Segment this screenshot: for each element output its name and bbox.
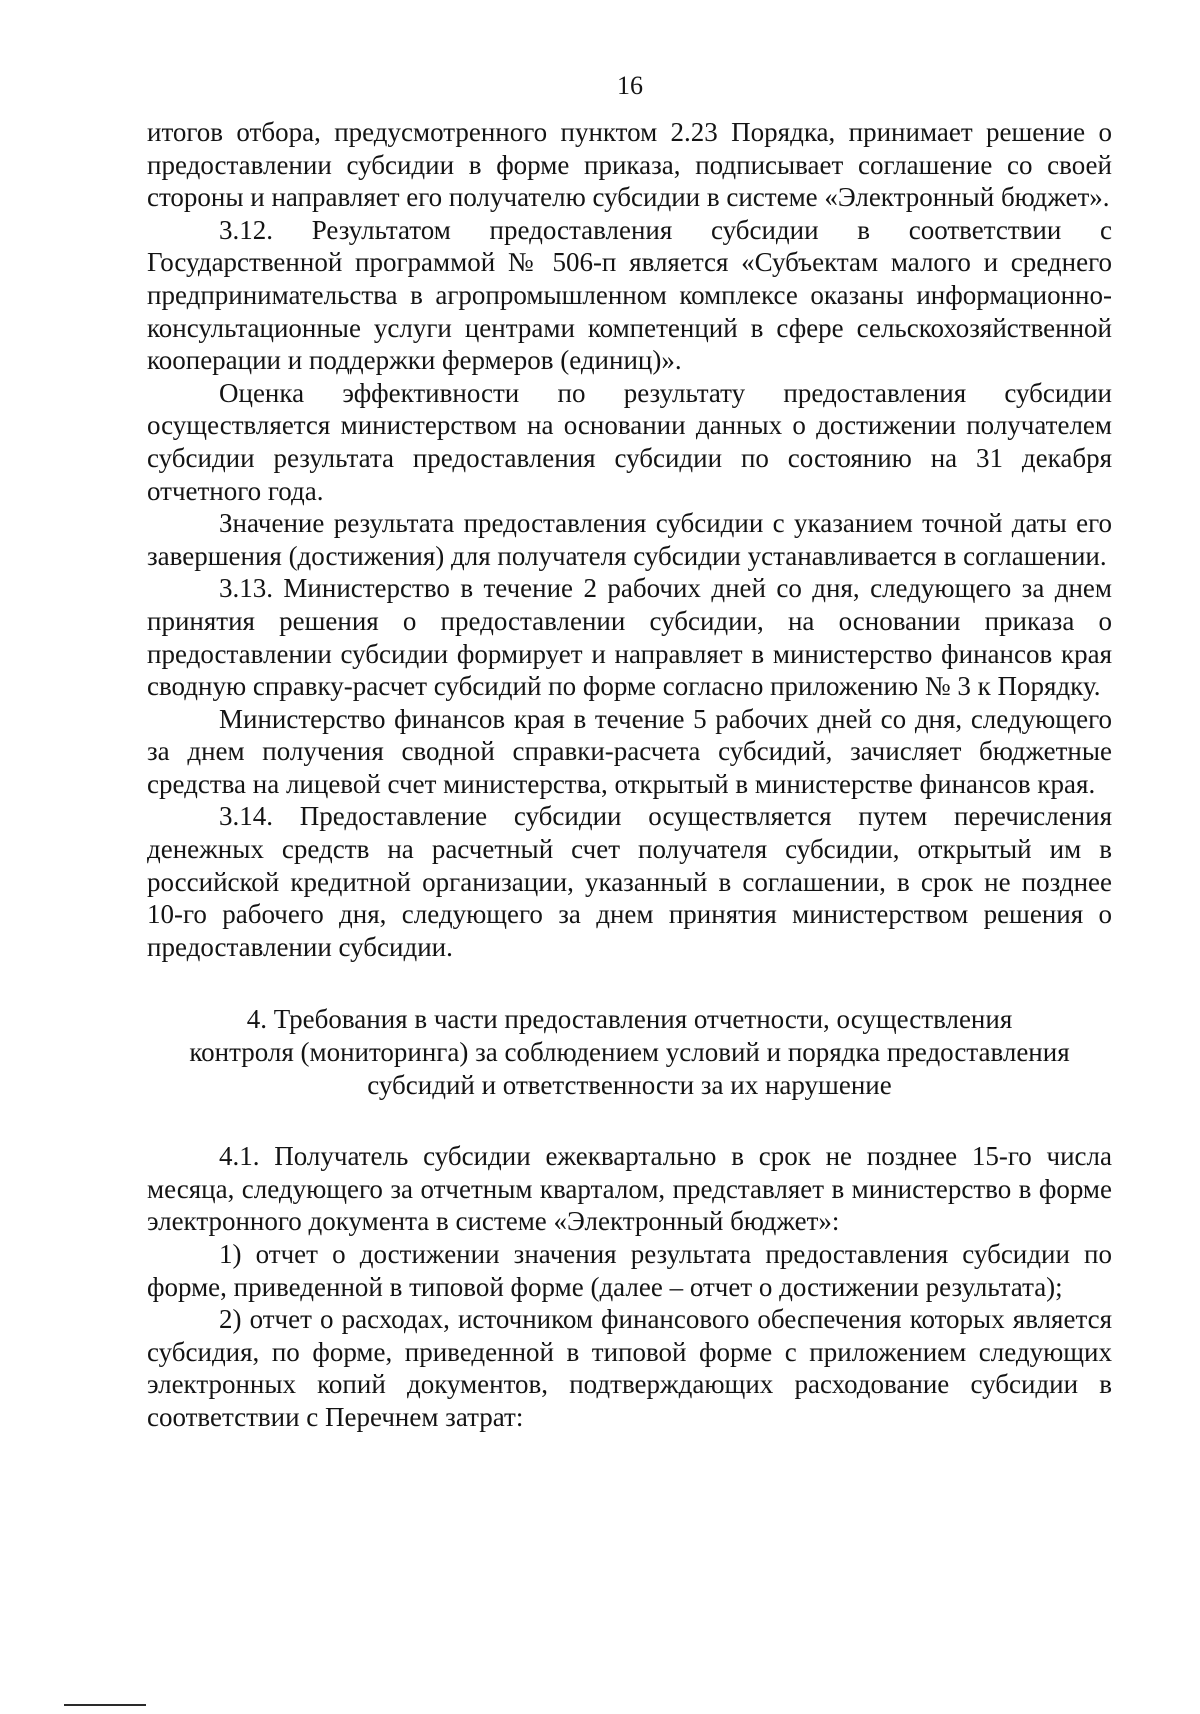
- list-item-1-result-report: 1) отчет о достижении значения результата предоставления субсидии по форме, приведенной в типовой форме (далее – отчет о достижении результата);: [147, 1239, 1112, 1302]
- paragraph-continuation: итогов отбора, предусмотренного пунктом 2.23 Порядка, принимает решение о предоставлении субсидии в форме приказа, подписывает соглашение со своей стороны и направляет его получателю субсидии в системе «Электронный бюджет».: [147, 117, 1112, 213]
- footnote-divider: [64, 1704, 146, 1706]
- list-item-2-expense-report: 2) отчет о расходах, источником финансового обеспечения которых является субсидия, по форме, приведенной в типовой форме с приложением следующих электронных копий документов, подтверждающих расходование субсидии в соответствии с Перечнем затрат:: [147, 1304, 1112, 1432]
- paragraph-3-12-result: 3.12. Результатом предоставления субсидии в соответствии с Государственной программой № 506-п является «Субъектам малого и среднего предпринимательства в агропромышленном комплексе оказаны информационно-консультационные услуги центрами компетенций в сфере сельскохозяйственной кооперации и поддержки фермеров (единиц)».: [147, 214, 1112, 376]
- document-body: [147, 116, 1112, 1434]
- paragraph-3-13-ministry: 3.13. Министерство в течение 2 рабочих дней со дня, следующего за днем принятия решения о предоставлении субсидии, на основании приказа о предоставлении субсидии формирует и направляет в министерство финансов края сводную справку-расчет субсидий по форме согласно приложению № 3 к Порядку.: [147, 573, 1112, 702]
- section-heading-line: контроля (мониторинга) за соблюдением условий и порядка предоставления: [189, 1037, 1070, 1068]
- paragraph-result-value: Значение результата предоставления субсидии с указанием точной даты его завершения (достижения) для получателя субсидии устанавливается в соглашении.: [147, 508, 1112, 571]
- section-heading-line: субсидий и ответственности за их нарушение: [367, 1069, 892, 1100]
- paragraph-4-1-reporting: 4.1. Получатель субсидии ежеквартально в срок не позднее 15-го числа месяца, следующего за отчетным кварталом, представляет в министерство в форме электронного документа в системе «Электронный бюджет»:: [147, 1141, 1112, 1237]
- paragraph-efficiency-evaluation: Оценка эффективности по результату предоставления субсидии осуществляется министерством на основании данных о достижении получателем субсидии результата предоставления субсидии по состоянию на 31 декабря отчетного года.: [147, 377, 1112, 506]
- section-heading-4: [147, 1003, 1112, 1101]
- section-heading-line: 4. Требования в части предоставления отчетности, осуществления: [246, 1004, 1013, 1035]
- paragraph-finance-ministry: Министерство финансов края в течение 5 рабочих дней со дня, следующего за днем получения сводной справки-расчета субсидий, зачисляет бюджетные средства на лицевой счет министерства, открытый в министерстве финансов края.: [147, 703, 1112, 799]
- paragraph-3-14-transfer: 3.14. Предоставление субсидии осуществляется путем перечисления денежных средств на расчетный счет получателя субсидии, открытый им в российской кредитной организации, указанный в соглашении, в срок не позднее 10-го рабочего дня, следующего за днем принятия министерством решения о предоставлении субсидии.: [147, 801, 1112, 962]
- page-number: 16: [617, 71, 643, 100]
